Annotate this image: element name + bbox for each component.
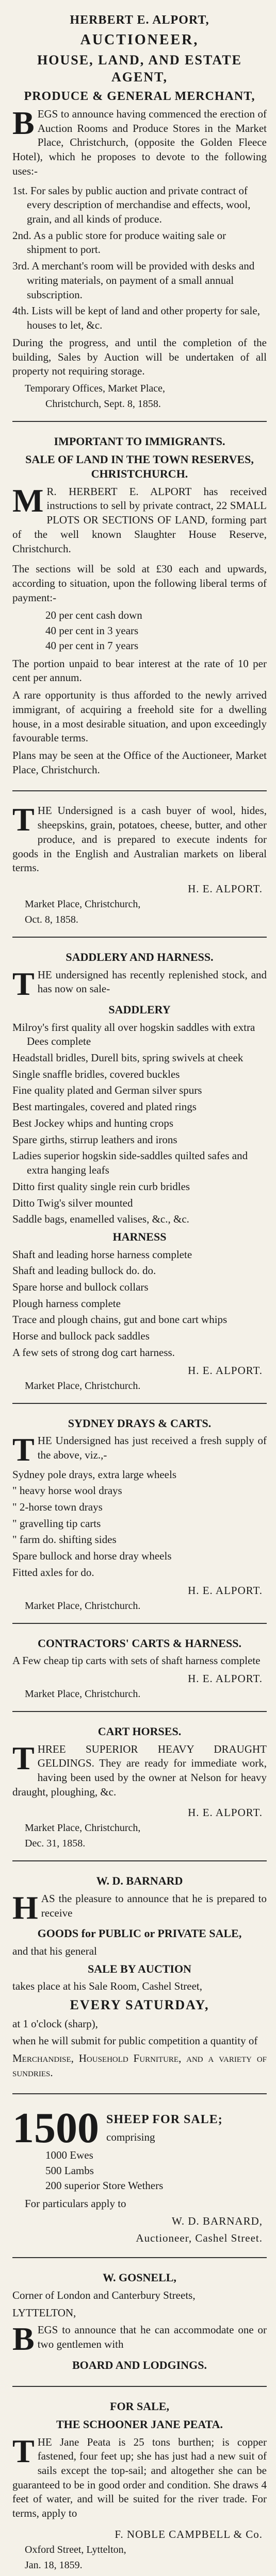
ad-name: HERBERT E. ALPORT, [70, 13, 209, 27]
place-line: Market Place, Christchurch. [25, 1688, 141, 1700]
list-item: " heavy horse wool drays [12, 1484, 122, 1497]
ad-text [12, 2432, 267, 2521]
body-text: HE Jane Peata is 25 tons burthen; is copper fastened, four feet up; she has just had a new suit of sails except the top-sail; and altogether she can be guaranteed to be in good order and condition. She draws 4 feet of water, and will be suited for the river trade. For terms, apply to [12, 2435, 267, 2520]
list-item: Spare girths, stirrup leathers and irons [12, 1133, 177, 1146]
intro-text: AS the pleasure to announce that he is prepared to receive [41, 1892, 267, 1919]
list-item: 1st. For sales by public auction and private contract of every description of merchandise and effects, wool, grain, and all kinds of produce. [12, 184, 251, 226]
dropcap: H [12, 1889, 38, 1926]
ad-barnard-auction [12, 1861, 267, 2094]
list-item: 2nd. As a public store for produce waiting sale or shipment to port. [12, 229, 226, 256]
signature: H. E. ALPORT. [188, 882, 263, 895]
dropcap: B [12, 2320, 35, 2358]
ad-text [12, 2320, 267, 2358]
interest-text: The portion unpaid to bear interest at the rate of 10 per cent per annum. [12, 657, 267, 684]
ad-headline: SHEEP FOR SALE; [106, 2113, 223, 2127]
sheep-count: 1500 [12, 2104, 99, 2153]
dropcap: T [12, 2432, 35, 2469]
dropcap: M [12, 482, 44, 519]
signature: H. E. ALPORT. [188, 1806, 263, 1819]
ad-contractors-carts [12, 1624, 267, 1712]
submit-line: when he will submit for public competition a quantity of [12, 2035, 258, 2047]
date-line: Dec. 31, 1858. [25, 1838, 86, 1850]
ad-subhead: THE SCHOONER JANE PEATA. [56, 2418, 223, 2431]
drays-list [12, 1468, 267, 1580]
body-text: HREE SUPERIOR HEAVY DRAUGHT GELDINGS. They are ready for immediate work, having been used by the owner at Nelson for heavy draught, ploughing, &c. [12, 1742, 267, 1798]
list-item: " 2-horse town drays [12, 1501, 103, 1514]
list-item: Plough harness complete [12, 1297, 121, 1310]
stock-item: 200 superior Store Wethers [45, 2179, 164, 2192]
ad-intro [12, 1889, 267, 1926]
list-item: 4th. Lists will be kept of land and other property for sale, houses to let, &c. [12, 304, 260, 332]
list-item: " gravelling tip carts [12, 1517, 101, 1530]
opportunity-text: A rare opportunity is thus afforded to the newly arrived immigrant, of acquiring a freehold site for a dwelling house, in a most desirable situation, and upon exceedingly favourable terms. [12, 689, 267, 744]
list-item: Fine quality plated and German silver spurs [12, 1084, 202, 1097]
list-item: Ditto first quality single rein curb bridles [12, 1180, 190, 1193]
dropcap: T [12, 1739, 35, 1776]
list-item: Spare bullock and horse dray wheels [12, 1550, 172, 1563]
payment-item: 40 per cent in 7 years [45, 639, 139, 652]
ad-headline: CART HORSES. [98, 1724, 182, 1738]
sale-line: SALE BY AUCTION [88, 1962, 191, 1975]
place-line: Market Place, Christchurch. [25, 1380, 141, 1392]
place-line: Market Place, Christchurch, [25, 898, 141, 910]
mid-line: and that his general [12, 1945, 97, 1958]
ad-subhead: SALE OF LAND IN THE TOWN RESERVES, CHRISTCHURCH. [25, 452, 254, 481]
ad-headline: SYDNEY DRAYS & CARTS. [68, 1416, 212, 1430]
place-line: Market Place, Christchurch. [25, 1600, 141, 1612]
signature: W. D. BARNARD, [172, 2215, 263, 2228]
list-item: Fitted axles for do. [12, 1566, 94, 1579]
intro-text: EGS to announce having commenced the erection of Auction Rooms and Produce Stores in the Market Place, Christchurch, (opposite the Golden Fleece Hotel), which he proposes to devote to the following uses:- [12, 108, 267, 177]
place-line: Oxford Street, Lyttelton, [25, 2544, 126, 2555]
signature: F. NOBLE CAMPBELL & Co. [115, 2528, 263, 2540]
body-text: A Few cheap tip carts with sets of shaft harness complete [12, 1654, 261, 1667]
list-item: Spare horse and bullock collars [12, 1280, 149, 1293]
place-line: Market Place, Christchurch, [25, 1822, 141, 1834]
ad-intro [12, 965, 267, 1002]
ad-name: W. D. BARNARD [96, 1874, 183, 1888]
body-text: EGS to announce that he can accommodate one or two gentlemen with [37, 2324, 267, 2351]
saddlery-list [12, 1021, 267, 1227]
ad-saddlery [12, 938, 267, 1404]
list-item: Headstall bridles, Durell bits, spring swivels at cheek [12, 1052, 243, 1064]
stock-item: 1000 Ewes [45, 2149, 93, 2162]
intro-text: R. HERBERT E. ALPORT has received instructions to sell by private contract, 22 SMALL PLOTS OR SECTIONS OF LAND, forming part of the well known Slaughter House Reserve, Christchurch. [12, 485, 267, 555]
dropcap: T [12, 1431, 35, 1468]
ad-name: W. GOSNELL, [103, 2271, 176, 2284]
footer-line: Temporary Offices, Market Place, [25, 382, 166, 394]
address-line: Corner of London and Canterbury Streets, [12, 2289, 196, 2301]
date-line: Oct. 8, 1858. [25, 913, 78, 925]
town-line: LYTTELTON, [12, 2306, 76, 2319]
plans-text: Plans may be seen at the Office of the Auctioneer, Market Place, Christchurch. [12, 749, 267, 776]
ad-subtitle: HOUSE, LAND, AND ESTATE AGENT, [37, 53, 242, 84]
time-line: at 1 o'clock (sharp), [12, 2017, 98, 2030]
list-item: Trace and plough chains, gut and bone cart whips [12, 1313, 228, 1326]
list-item: Ladies superior hogskin side-saddles quilted safes and extra hanging leafs [12, 1149, 248, 1177]
ad-sheep-sale [12, 2094, 267, 2258]
list-item: 3rd. A merchant's room will be provided with desks and writing materials, on payment of a small annual subscription. [12, 260, 255, 301]
closing-text: During the progress, and until the completion of the building, Sales by Auction will be undertaken of all property not requiring storage. [12, 336, 267, 378]
ad-text [12, 1739, 267, 1800]
list-item: Shaft and leading horse harness complete [12, 1248, 192, 1261]
intro-text: HE Undersigned has just received a fresh supply of the above, viz.,- [37, 1434, 267, 1461]
dropcap: T [12, 801, 35, 838]
list-item: Best martingales, covered and plated rings [12, 1100, 197, 1113]
uses-list [12, 184, 267, 333]
sheep-headline [12, 2104, 267, 2153]
list-item: Milroy's first quality all over hogskin saddles with extra Dees complete [12, 1021, 255, 1048]
merchandise-line: Merchandise, Household Furniture, and a variety of sundries. [12, 2052, 267, 2079]
date-line: Jan. 18, 1859. [25, 2559, 83, 2571]
ad-schooner-sale [12, 2387, 267, 2576]
ad-headline: FOR SALE, [110, 2400, 169, 2413]
list-item: " farm do. shifting sides [12, 1533, 117, 1546]
ad-text [12, 801, 267, 875]
apply-line: For particulars apply to [25, 2197, 126, 2210]
signature: H. E. ALPORT. [188, 1364, 263, 1377]
ad-headline: IMPORTANT TO IMMIGRANTS. [54, 434, 225, 448]
comprising-label: comprising [106, 2131, 155, 2144]
signature-title: Auctioneer, Cashel Street. [136, 2232, 263, 2245]
signature: H. E. ALPORT. [188, 1584, 263, 1597]
list-item: Best Jockey whips and hunting crops [12, 1116, 174, 1129]
dropcap: B [12, 105, 35, 141]
payment-item: 20 per cent cash down [45, 609, 142, 622]
goods-line: GOODS for PUBLIC or PRIVATE SALE, [37, 1927, 242, 1940]
list-item: Shaft and leading bullock do. do. [12, 1264, 156, 1277]
ad-headline: CONTRACTORS' CARTS & HARNESS. [38, 1636, 241, 1650]
intro-text: HE undersigned has recently replenished stock, and has now on sale- [37, 968, 267, 995]
every-line: EVERY SATURDAY, [70, 1997, 209, 2013]
harness-list [12, 1248, 267, 1360]
advertisement-column [12, 0, 267, 2576]
list-item: A few sets of strong dog cart harness. [12, 1346, 175, 1359]
board-line: BOARD AND LODGINGS. [72, 2358, 207, 2371]
dropcap: T [12, 965, 35, 1002]
stock-item: 500 Lambs [45, 2164, 94, 2177]
ad-intro [12, 1431, 267, 1468]
list-item: Horse and bullock pack saddles [12, 1330, 150, 1343]
ad-intro [12, 107, 267, 179]
terms-text: The sections will be sold at £30 each and upwards, according to situation, upon the following liberal terms of payment:- [12, 563, 267, 604]
ad-sydney-drays [12, 1404, 267, 1624]
ad-land-sale [12, 422, 267, 791]
list-item: Saddle bags, enamelled valises, &c., &c. [12, 1213, 189, 1226]
body-text: HE Undersigned is a cash buyer of wool, hides, sheepskins, grain, potatoes, cheese, butter, and other produce, and is prepared to execute indents for goods in the English and Australian markets on liberal terms. [12, 804, 267, 874]
signature: H. E. ALPORT. [188, 1672, 263, 1685]
list-item: Sydney pole drays, extra large wheels [12, 1468, 177, 1481]
ad-cash-buyer [12, 791, 267, 938]
payment-item: 40 per cent in 3 years [45, 624, 139, 637]
list-item: Ditto Twig's silver mounted [12, 1196, 133, 1209]
ad-alport-auctioneer [12, 0, 267, 422]
ad-title: AUCTIONEER, [80, 32, 199, 48]
takes-line: takes place at his Sale Room, Cashel Street, [12, 1980, 202, 1993]
section-heading: SADDLERY [108, 1003, 171, 1016]
footer-date: Christchurch, Sept. 8, 1858. [45, 398, 161, 410]
ad-intro [12, 482, 267, 556]
ad-subtitle-2: PRODUCE & GENERAL MERCHANT, [24, 90, 255, 103]
ad-cart-horses [12, 1712, 267, 1861]
ad-gosnell-lodgings [12, 2258, 267, 2387]
list-item: Single snaffle bridles, covered buckles [12, 1067, 180, 1080]
ad-headline: SADDLERY AND HARNESS. [66, 950, 214, 963]
section-heading: HARNESS [112, 1230, 167, 1243]
